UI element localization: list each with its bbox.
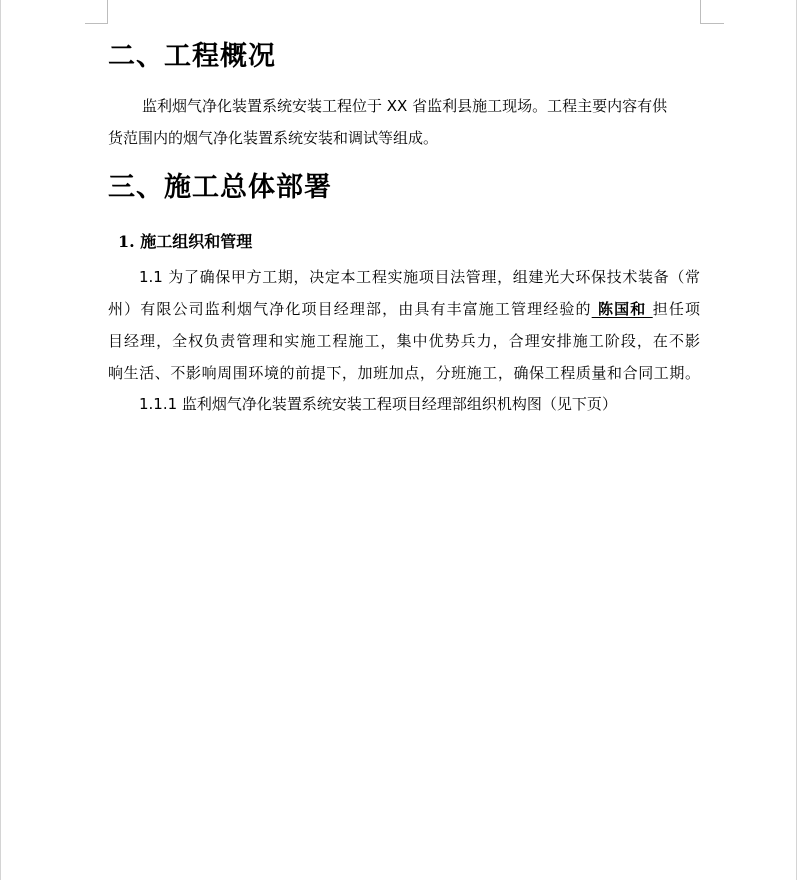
paragraph-text: 州）有限公司监利烟气净化项目经理部，由具有丰富施工管理经验的: [108, 300, 592, 318]
paragraph-line: [108, 302, 700, 317]
paragraph-line: 响生活、不影响周围环境的前提下，加班加点，分班施工，确保工程质量和合同工期。: [108, 364, 700, 382]
subsection-heading-organization: 1. 施工组织和管理: [118, 232, 253, 251]
paragraph-line: 监利烟气净化装置系统安装工程位于 XX 省监利县施工现场。工程主要内容有供: [142, 97, 668, 115]
crop-mark-top-left: [85, 23, 108, 24]
crop-mark-top-left: [107, 0, 108, 24]
paragraph-line: 目经理，全权负责管理和实施工程施工，集中优势兵力，合理安排施工阶段，在不影: [108, 332, 700, 350]
section-heading-deployment: 三、施工总体部署: [108, 172, 332, 203]
paragraph-line: 货范围内的烟气净化装置系统安装和调试等组成。: [108, 129, 439, 147]
project-manager-name: 陈国和: [591, 300, 653, 318]
paragraph-line: 1.1.1 监利烟气净化装置系统安装工程项目经理部组织机构图（见下页）: [139, 395, 617, 413]
crop-mark-top-right: [700, 23, 724, 24]
paragraph-line: 1.1 为了确保甲方工期，决定本工程实施项目法管理，组建光大环保技术装备（常: [139, 268, 700, 286]
paragraph-text: 担任项: [652, 300, 700, 318]
crop-mark-top-right: [700, 0, 701, 24]
section-heading-project-overview: 二、工程概况: [108, 41, 276, 72]
